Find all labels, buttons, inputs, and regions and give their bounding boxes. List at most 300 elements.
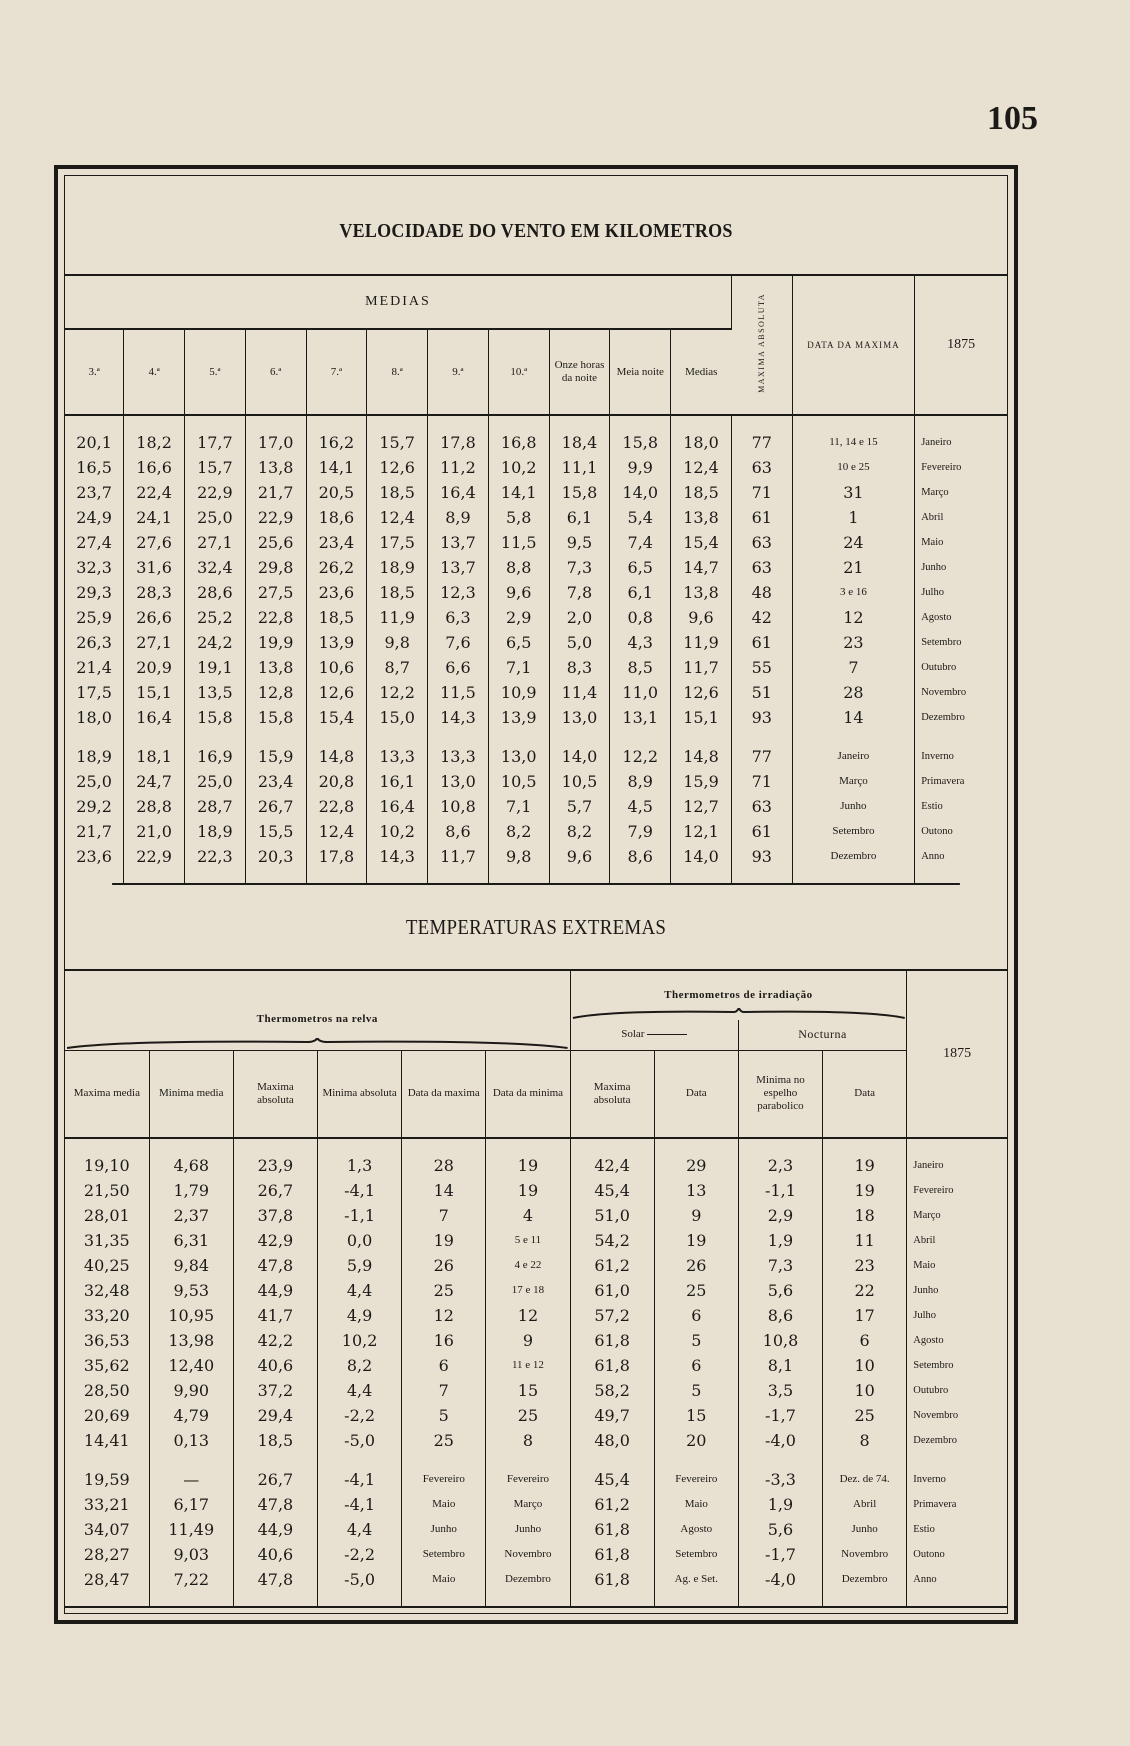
- temp-month-cell: 17 e 18: [486, 1278, 570, 1303]
- temp-month-cell: 8,2: [318, 1353, 402, 1378]
- wind-season-cell: 8,6: [428, 819, 489, 844]
- wind-season-cell: 16,1: [367, 769, 428, 794]
- temp-month-cell: 54,2: [570, 1228, 654, 1253]
- temp-season-row: [65, 1542, 1007, 1567]
- temp-spacer-cell: [65, 1592, 149, 1606]
- wind-season-cell: 10,5: [488, 769, 549, 794]
- wind-season-cell: 26,7: [245, 794, 306, 819]
- temp-spacer-cell: [149, 1138, 233, 1153]
- temp-month-cell: 12: [402, 1303, 486, 1328]
- temp-season-cell: Inverno: [913, 1474, 946, 1485]
- wind-month-cell: 10,9: [488, 680, 549, 705]
- wind-month-row: [65, 455, 1007, 480]
- temp-month-cell: 7,3: [738, 1253, 822, 1278]
- wind-table: [65, 274, 1007, 883]
- wind-spacer-cell: [245, 730, 306, 744]
- temp-col-header: Data da maxima: [402, 1050, 486, 1138]
- wind-season-cell: 23,4: [245, 769, 306, 794]
- temp-month-cell: 42,9: [233, 1228, 317, 1253]
- wind-season-cell: 8,2: [488, 819, 549, 844]
- temp-month-cell: Novembro: [913, 1410, 959, 1421]
- temp-col-header: Maxima absoluta: [570, 1050, 654, 1138]
- temp-year-header: 1875: [907, 970, 1007, 1138]
- wind-month-cell: 51: [731, 680, 792, 705]
- wind-month-cell: 11,7: [671, 655, 732, 680]
- wind-month-cell: Maio: [921, 537, 944, 548]
- wind-season-cell: 24,7: [124, 769, 185, 794]
- temp-month-cell: 61,8: [570, 1353, 654, 1378]
- wind-season-row: [65, 769, 1007, 794]
- wind-month-cell: 16,8: [488, 430, 549, 455]
- wind-month-cell: 2,9: [488, 605, 549, 630]
- temp-season-cell: 5,6: [738, 1517, 822, 1542]
- wind-spacer-cell: [124, 730, 185, 744]
- wind-month-cell: 13,8: [245, 655, 306, 680]
- wind-month-cell: 16,6: [124, 455, 185, 480]
- wind-month-cell: 5,0: [549, 630, 610, 655]
- temp-month-cell: 2,37: [149, 1203, 233, 1228]
- wind-month-cell: 32,4: [185, 555, 246, 580]
- wind-month-cell: 17,5: [65, 680, 124, 705]
- wind-season-cell: 7,9: [610, 819, 671, 844]
- wind-season-cell: 10,5: [549, 769, 610, 794]
- wind-month-cell: 16,5: [65, 455, 124, 480]
- temp-spacer-cell: [402, 1138, 486, 1153]
- temp-month-cell: 8,1: [738, 1353, 822, 1378]
- wind-season-cell: 18,1: [124, 744, 185, 769]
- temp-month-cell: 8: [486, 1428, 570, 1453]
- temp-month-cell: -1,1: [318, 1203, 402, 1228]
- wind-month-cell: 15,0: [367, 705, 428, 730]
- wind-col-header: 7.ª: [306, 329, 367, 415]
- temp-month-cell: 21,50: [65, 1178, 149, 1203]
- wind-month-cell: 12,6: [367, 455, 428, 480]
- temp-month-cell: 42,2: [233, 1328, 317, 1353]
- wind-season-cell: 21,0: [124, 819, 185, 844]
- wind-month-cell: 61: [731, 505, 792, 530]
- temp-season-cell: -5,0: [318, 1567, 402, 1592]
- wind-month-cell: 20,9: [124, 655, 185, 680]
- temp-season-cell: Fevereiro: [654, 1467, 738, 1492]
- wind-month-cell: 25,2: [185, 605, 246, 630]
- temp-month-cell: 25: [654, 1278, 738, 1303]
- temp-month-cell: 48,0: [570, 1428, 654, 1453]
- wind-col-header: 10.ª: [488, 329, 549, 415]
- wind-spacer-cell: [428, 730, 489, 744]
- temp-col-header: Minima media: [149, 1050, 233, 1138]
- wind-month-cell: Julho: [921, 587, 944, 598]
- wind-spacer-cell: [671, 730, 732, 744]
- temp-month-cell: 44,9: [233, 1278, 317, 1303]
- wind-month-cell: 17,5: [367, 530, 428, 555]
- wind-month-cell: 63: [731, 555, 792, 580]
- temp-month-cell: 15: [486, 1378, 570, 1403]
- temp-spacer-cell: [570, 1592, 654, 1606]
- wind-season-cell: 11,7: [428, 844, 489, 869]
- temp-month-row: [65, 1403, 1007, 1428]
- wind-season-cell: 17,8: [306, 844, 367, 869]
- temp-month-cell: 5: [654, 1378, 738, 1403]
- wind-month-cell: Novembro: [921, 687, 967, 698]
- temp-month-cell: 22: [823, 1278, 907, 1303]
- temp-spacer-cell: [233, 1592, 317, 1606]
- wind-season-cell: 14,8: [671, 744, 732, 769]
- wind-season-cell: 7,1: [488, 794, 549, 819]
- wind-month-cell: 9,6: [488, 580, 549, 605]
- temp-month-cell: 47,8: [233, 1253, 317, 1278]
- temp-table: [65, 969, 1007, 1606]
- wind-spacer-cell: [915, 730, 1007, 744]
- temp-month-cell: 4,79: [149, 1403, 233, 1428]
- temp-month-cell: 25: [402, 1278, 486, 1303]
- temp-month-row: [65, 1428, 1007, 1453]
- wind-month-cell: 11,5: [428, 680, 489, 705]
- wind-season-cell: Anno: [921, 851, 945, 862]
- temp-month-cell: 19: [654, 1228, 738, 1253]
- temp-month-cell: 6,31: [149, 1228, 233, 1253]
- wind-month-cell: 63: [731, 455, 792, 480]
- wind-season-cell: Outono: [921, 826, 953, 837]
- wind-spacer-cell: [185, 415, 246, 430]
- wind-season-cell: 28,7: [185, 794, 246, 819]
- temp-season-row: [65, 1567, 1007, 1592]
- wind-month-cell: 6,6: [428, 655, 489, 680]
- temp-month-cell: 6: [654, 1353, 738, 1378]
- temp-month-cell: 32,48: [65, 1278, 149, 1303]
- wind-month-cell: 14,0: [610, 480, 671, 505]
- wind-month-cell: 13,8: [245, 455, 306, 480]
- wind-month-cell: 15,4: [671, 530, 732, 555]
- wind-month-cell: 15,8: [245, 705, 306, 730]
- temp-col-header: Data: [854, 1087, 876, 1100]
- temp-month-row: [65, 1228, 1007, 1253]
- wind-month-cell: 21: [792, 555, 915, 580]
- wind-month-cell: 71: [731, 480, 792, 505]
- temp-spacer-cell: [570, 1453, 654, 1467]
- wind-month-cell: 24,2: [185, 630, 246, 655]
- wind-month-cell: 26,3: [65, 630, 124, 655]
- wind-month-cell: 8,7: [367, 655, 428, 680]
- wind-season-cell: 15,9: [671, 769, 732, 794]
- wind-spacer-cell: [488, 415, 549, 430]
- temp-spacer-cell: [318, 1138, 402, 1153]
- wind-spacer-cell: [65, 730, 124, 744]
- temp-season-cell: 40,6: [233, 1542, 317, 1567]
- temp-month-row: [65, 1203, 1007, 1228]
- wind-season-cell: 22,3: [185, 844, 246, 869]
- wind-month-cell: 22,9: [245, 505, 306, 530]
- temp-season-cell: Outono: [913, 1549, 945, 1560]
- bottom-rule: [65, 1606, 1007, 1608]
- wind-spacer-cell: [731, 415, 792, 430]
- temp-month-cell: 2,3: [738, 1153, 822, 1178]
- temp-month-cell: 11: [823, 1228, 907, 1253]
- wind-month-row: [65, 705, 1007, 730]
- wind-season-cell: 15,9: [245, 744, 306, 769]
- wind-season-cell: 15,5: [245, 819, 306, 844]
- wind-season-row: [65, 794, 1007, 819]
- max-abs-header: MAXIMA ABSOLUTA: [731, 275, 792, 415]
- wind-month-cell: 11,0: [610, 680, 671, 705]
- wind-season-cell: 22,9: [124, 844, 185, 869]
- temp-month-cell: 8,6: [738, 1303, 822, 1328]
- wind-month-cell: 18,5: [367, 580, 428, 605]
- temp-month-cell: Maio: [913, 1260, 936, 1271]
- temp-month-cell: 7: [402, 1203, 486, 1228]
- wind-month-cell: 7,4: [610, 530, 671, 555]
- wind-month-row: [65, 505, 1007, 530]
- wind-spacer-cell: [367, 869, 428, 883]
- temp-month-cell: 1,79: [149, 1178, 233, 1203]
- wind-season-cell: 8,9: [610, 769, 671, 794]
- wind-month-cell: 11,5: [488, 530, 549, 555]
- wind-season-cell: 20,3: [245, 844, 306, 869]
- temp-spacer-cell: [318, 1453, 402, 1467]
- temp-month-row: [65, 1153, 1007, 1178]
- wind-season-cell: 29,2: [65, 794, 124, 819]
- wind-season-cell: 10,8: [428, 794, 489, 819]
- temp-month-cell: 6: [823, 1328, 907, 1353]
- wind-month-row: [65, 430, 1007, 455]
- temp-month-cell: 23,9: [233, 1153, 317, 1178]
- wind-col-header: 3.ª: [65, 329, 124, 415]
- wind-spacer-cell: [306, 730, 367, 744]
- wind-season-cell: 63: [731, 794, 792, 819]
- wind-spacer: [65, 415, 1007, 430]
- temp-season-row: [65, 1517, 1007, 1542]
- wind-season-cell: 9,8: [488, 844, 549, 869]
- temp-month-cell: 6: [402, 1353, 486, 1378]
- wind-month-cell: 13,0: [549, 705, 610, 730]
- wind-spacer-cell: [65, 869, 124, 883]
- temp-month-row: [65, 1253, 1007, 1278]
- temp-spacer-cell: [738, 1453, 822, 1467]
- temp-month-cell: 16: [402, 1328, 486, 1353]
- wind-month-cell: 12,2: [367, 680, 428, 705]
- temp-month-cell: 26,7: [233, 1178, 317, 1203]
- temp-season-cell: 61,8: [570, 1567, 654, 1592]
- temp-season-cell: Maio: [654, 1492, 738, 1517]
- wind-col-header: 9.ª: [428, 329, 489, 415]
- temp-spacer-cell: [907, 1453, 1007, 1467]
- temp-month-cell: 12,40: [149, 1353, 233, 1378]
- wind-spacer-cell: [245, 869, 306, 883]
- temp-spacer-cell: [823, 1453, 907, 1467]
- temp-month-cell: 25: [486, 1403, 570, 1428]
- wind-month-cell: 20,1: [65, 430, 124, 455]
- wind-month-cell: 19,9: [245, 630, 306, 655]
- wind-season-cell: 10,2: [367, 819, 428, 844]
- wind-spacer-cell: [306, 415, 367, 430]
- wind-month-cell: 25,9: [65, 605, 124, 630]
- wind-month-cell: 24,9: [65, 505, 124, 530]
- temp-month-cell: 40,6: [233, 1353, 317, 1378]
- wind-month-cell: 18,5: [367, 480, 428, 505]
- temp-month-cell: -5,0: [318, 1428, 402, 1453]
- temp-col-header: Maxima media: [65, 1050, 149, 1138]
- wind-month-cell: 24,1: [124, 505, 185, 530]
- temp-month-cell: 4: [486, 1203, 570, 1228]
- wind-season-cell: Dezembro: [792, 844, 915, 869]
- wind-month-row: [65, 605, 1007, 630]
- temp-month-cell: Outubro: [913, 1385, 949, 1396]
- temp-season-cell: 61,8: [570, 1517, 654, 1542]
- wind-month-cell: 48: [731, 580, 792, 605]
- temp-month-cell: Março: [913, 1210, 941, 1221]
- temp-month-cell: Abril: [913, 1235, 936, 1246]
- temp-col-header: Minima no espelho parabolico: [738, 1050, 822, 1138]
- temp-season-cell: -4,0: [738, 1567, 822, 1592]
- wind-month-cell: 11,9: [367, 605, 428, 630]
- temp-month-cell: 28,01: [65, 1203, 149, 1228]
- temp-spacer-cell: [486, 1592, 570, 1606]
- wind-month-cell: 7,6: [428, 630, 489, 655]
- wind-month-cell: 18,0: [671, 430, 732, 455]
- temp-season-cell: Abril: [823, 1492, 907, 1517]
- wind-month-cell: 26,6: [124, 605, 185, 630]
- temp-month-cell: Dezembro: [913, 1435, 957, 1446]
- temp-season-cell: Novembro: [823, 1542, 907, 1567]
- wind-month-cell: 27,1: [124, 630, 185, 655]
- wind-spacer-cell: [792, 730, 915, 744]
- temp-season-cell: -3,3: [738, 1467, 822, 1492]
- temp-season-cell: Novembro: [486, 1542, 570, 1567]
- solar-header: Solar: [570, 1020, 738, 1050]
- medias-header: MEDIAS: [65, 275, 731, 329]
- temp-month-cell: 20: [654, 1428, 738, 1453]
- wind-month-cell: 15,7: [185, 455, 246, 480]
- wind-spacer-cell: [488, 869, 549, 883]
- irradiacao-header: Thermometros de irradiação: [570, 970, 907, 1020]
- temp-month-cell: Agosto: [913, 1335, 944, 1346]
- wind-spacer-cell: [915, 869, 1007, 883]
- temp-month-cell: 25: [823, 1403, 907, 1428]
- temp-month-cell: 19,10: [65, 1153, 149, 1178]
- wind-month-cell: 18,9: [367, 555, 428, 580]
- temp-season-cell: Fevereiro: [486, 1467, 570, 1492]
- wind-month-cell: 18,5: [306, 605, 367, 630]
- wind-month-cell: 18,2: [124, 430, 185, 455]
- temp-spacer-cell: [149, 1453, 233, 1467]
- temp-month-cell: 11 e 12: [486, 1353, 570, 1378]
- temp-season-cell: 26,7: [233, 1467, 317, 1492]
- wind-month-cell: 7,8: [549, 580, 610, 605]
- temp-spacer-cell: [402, 1592, 486, 1606]
- wind-year-header: 1875: [947, 337, 976, 352]
- temp-title: TEMPERATURAS EXTREMAS: [112, 883, 960, 969]
- temp-season-row: [65, 1467, 1007, 1492]
- wind-month-cell: Outubro: [921, 662, 957, 673]
- temp-month-cell: 5 e 11: [486, 1228, 570, 1253]
- wind-month-cell: 11,4: [549, 680, 610, 705]
- wind-month-cell: 18,0: [65, 705, 124, 730]
- wind-month-cell: 28,6: [185, 580, 246, 605]
- wind-month-cell: 18,5: [671, 480, 732, 505]
- temp-month-cell: Janeiro: [913, 1160, 944, 1171]
- wind-month-cell: Agosto: [921, 612, 952, 623]
- temp-season-cell: Dez. de 74.: [823, 1467, 907, 1492]
- wind-month-cell: Junho: [921, 562, 947, 573]
- wind-season-cell: 71: [731, 769, 792, 794]
- temp-season-cell: 61,8: [570, 1542, 654, 1567]
- temp-month-cell: 25: [402, 1428, 486, 1453]
- temp-month-cell: 5,6: [738, 1278, 822, 1303]
- temp-season-cell: 33,21: [65, 1492, 149, 1517]
- wind-month-cell: 15,1: [671, 705, 732, 730]
- temp-season-cell: Setembro: [654, 1542, 738, 1567]
- wind-month-cell: 3 e 16: [792, 580, 915, 605]
- inner-frame: [64, 175, 1008, 1614]
- temp-season-cell: 47,8: [233, 1492, 317, 1517]
- wind-season-cell: 4,5: [610, 794, 671, 819]
- wind-month-cell: 17,0: [245, 430, 306, 455]
- wind-spacer-cell: [671, 415, 732, 430]
- wind-spacer-cell: [367, 415, 428, 430]
- temp-month-cell: 9: [654, 1203, 738, 1228]
- temp-season-row: [65, 1492, 1007, 1517]
- temp-spacer-cell: [570, 1138, 654, 1153]
- wind-season-cell: 18,9: [185, 819, 246, 844]
- wind-season-cell: 8,6: [610, 844, 671, 869]
- temp-season-cell: Fevereiro: [402, 1467, 486, 1492]
- temp-month-cell: 20,69: [65, 1403, 149, 1428]
- temp-spacer-cell: [318, 1592, 402, 1606]
- wind-col-header: 8.ª: [367, 329, 428, 415]
- temp-month-cell: 14: [402, 1178, 486, 1203]
- wind-season-cell: Estio: [921, 801, 943, 812]
- temp-month-cell: 45,4: [570, 1178, 654, 1203]
- wind-month-cell: 77: [731, 430, 792, 455]
- temp-month-cell: 2,9: [738, 1203, 822, 1228]
- wind-month-cell: 14,3: [428, 705, 489, 730]
- temp-month-cell: -2,2: [318, 1403, 402, 1428]
- temp-month-cell: 18,5: [233, 1428, 317, 1453]
- wind-season-cell: 25,0: [65, 769, 124, 794]
- temp-month-cell: 1,3: [318, 1153, 402, 1178]
- wind-month-row: [65, 480, 1007, 505]
- temp-season-cell: Ag. e Set.: [654, 1567, 738, 1592]
- temp-month-cell: 0,13: [149, 1428, 233, 1453]
- wind-season-cell: 13,0: [428, 769, 489, 794]
- wind-season-cell: 16,9: [185, 744, 246, 769]
- temp-season-cell: -4,1: [318, 1467, 402, 1492]
- temp-month-cell: 7: [402, 1378, 486, 1403]
- wind-month-cell: 17,8: [428, 430, 489, 455]
- wind-month-cell: 13,7: [428, 530, 489, 555]
- wind-season-cell: 13,3: [428, 744, 489, 769]
- temp-season-cell: 7,22: [149, 1567, 233, 1592]
- temp-month-cell: 10,8: [738, 1328, 822, 1353]
- temp-spacer-cell: [654, 1138, 738, 1153]
- wind-title: VELOCIDADE DO VENTO EM KILOMETROS: [339, 220, 733, 242]
- temp-spacer: [65, 1138, 1007, 1153]
- temp-season-cell: 6,17: [149, 1492, 233, 1517]
- wind-season-cell: 61: [731, 819, 792, 844]
- temp-month-cell: 4,4: [318, 1378, 402, 1403]
- temp-spacer-cell: [486, 1138, 570, 1153]
- wind-season-cell: Primavera: [921, 776, 965, 787]
- wind-spacer-cell: [549, 415, 610, 430]
- temp-month-cell: 28,50: [65, 1378, 149, 1403]
- wind-month-cell: 63: [731, 530, 792, 555]
- wind-spacer-cell: [549, 730, 610, 744]
- temp-month-cell: Setembro: [913, 1360, 954, 1371]
- temp-spacer: [65, 1592, 1007, 1606]
- temp-season-cell: Maio: [402, 1567, 486, 1592]
- temp-month-cell: 14,41: [65, 1428, 149, 1453]
- wind-month-cell: 6,5: [610, 555, 671, 580]
- temp-month-cell: Junho: [913, 1285, 939, 1296]
